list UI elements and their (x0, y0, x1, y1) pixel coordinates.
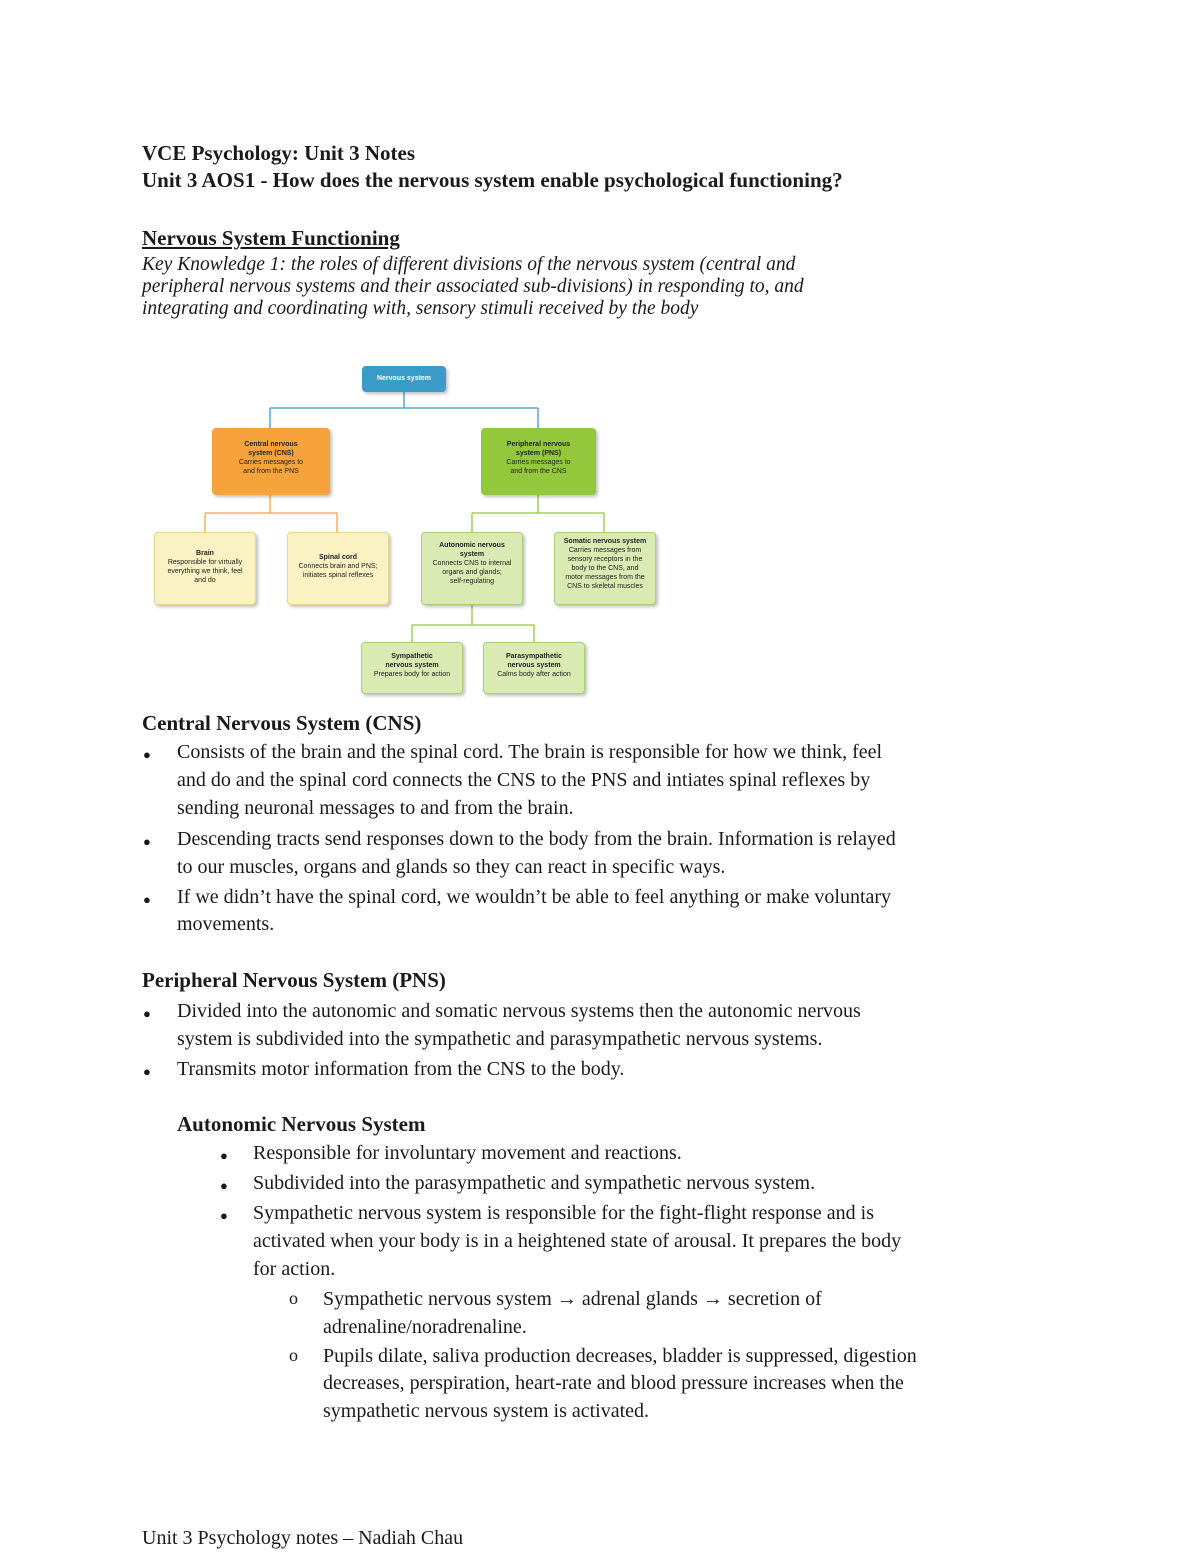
autonomic-desc: organs and glands; (442, 569, 502, 576)
pns-desc: Carries messages to (506, 459, 571, 466)
pns-bullet-line: Transmits motor information from the CNS to the body. (177, 1058, 625, 1080)
key-knowledge-line: integrating and coordinating with, sensory stimuli received by the body (142, 298, 699, 319)
ans-bullet-line: Sympathetic nervous system is responsible for the fight-flight response and is (253, 1202, 875, 1224)
nervous-system-diagram (150, 360, 665, 700)
cns-node (212, 428, 330, 495)
bullet-icon: ● (143, 834, 151, 849)
autonomic-node (421, 532, 523, 605)
bullet-icon: ● (143, 892, 151, 907)
page-footer: Unit 3 Psychology notes – Nadiah Chau (142, 1527, 464, 1549)
autonomic-desc: self-regulating (450, 578, 494, 585)
ans-sub-bullet-line: adrenaline/noradrenaline. (323, 1316, 527, 1338)
bullet-icon: ● (220, 1148, 228, 1163)
pns-desc: and from the CNS (510, 468, 567, 475)
bullet-icon: ● (143, 747, 151, 762)
doc-subtitle: Unit 3 AOS1 - How does the nervous system enable psychological functioning? (142, 168, 843, 192)
sub-bullet-icon: o (289, 1288, 298, 1308)
cns-bullet-line: If we didn’t have the spinal cord, we wouldn’t be able to feel anything or make voluntary (177, 886, 892, 908)
sub-bullet-icon: o (289, 1345, 298, 1365)
bullet-icon: ● (220, 1178, 228, 1193)
autonomic-title: Autonomic nervous system (439, 542, 505, 558)
somatic-node (554, 532, 656, 605)
pns-bullet-line: system is subdivided into the sympathetic and parasympathetic nervous systems. (177, 1028, 823, 1050)
section-heading: Nervous System Functioning (142, 226, 400, 250)
ans-sub-bullet-line: decreases, perspiration, heart-rate and blood pressure increases when the (323, 1372, 904, 1394)
cns-bullet-line: Consists of the brain and the spinal cord. The brain is responsible for how we think, feel (177, 741, 883, 763)
cns-bullet-line: Descending tracts send responses down to the body from the brain. Information is relayed (177, 828, 896, 850)
bullet-icon: ● (143, 1006, 151, 1021)
ans-bullet-line: Responsible for involuntary movement and reactions. (253, 1142, 682, 1164)
cns-bullet-line: to our muscles, organs and glands so they can react in specific ways. (177, 856, 726, 878)
cns-desc: and from the PNS (243, 468, 299, 475)
cns-heading: Central Nervous System (CNS) (142, 711, 422, 735)
brain-desc: everything we think, feel (167, 568, 243, 575)
ans-sub-bullet-line: Pupils dilate, saliva production decreases, bladder is suppressed, digestion (323, 1345, 917, 1367)
ans-heading: Autonomic Nervous System (177, 1112, 426, 1136)
spinal-title: Spinal cord (318, 554, 358, 561)
cns-desc: Carries messages to (238, 459, 304, 466)
somatic-desc: body to the CNS, and (571, 565, 639, 572)
brain-node (154, 532, 256, 605)
somatic-desc: motor messages from the (565, 574, 645, 581)
pns-heading: Peripheral Nervous System (PNS) (142, 968, 446, 992)
parasympathetic-desc: Calms body after action (497, 671, 571, 678)
root-label: Nervous system (376, 375, 432, 382)
brain-desc: Responsible for virtually (167, 559, 243, 566)
spinal-desc: initiates spinal reflexes (302, 572, 374, 579)
pns-node (481, 428, 596, 495)
somatic-title: Somatic nervous system (563, 538, 647, 545)
cns-title: Central nervous system (CNS) (244, 441, 298, 457)
sympathetic-node (361, 642, 463, 694)
key-knowledge-line: Key Knowledge 1: the roles of different divisions of the nervous system (central and (142, 254, 796, 275)
sympathetic-title: Sympathetic nervous system (385, 653, 439, 669)
doc-title: VCE Psychology: Unit 3 Notes (142, 141, 415, 165)
key-knowledge-line: peripheral nervous systems and their associated sub-divisions) in responding to, and (142, 276, 804, 297)
sympathetic-desc: Prepares body for action (373, 671, 451, 678)
parasympathetic-title: Parasympathetic nervous system (505, 653, 563, 669)
pns-title: Peripheral nervous system (PNS) (506, 441, 571, 457)
ans-bullet-line: Subdivided into the parasympathetic and sympathetic nervous system. (253, 1172, 816, 1194)
bullet-icon: ● (220, 1208, 228, 1223)
autonomic-desc: Connects CNS to internal (432, 560, 512, 567)
cns-bullet-line: and do and the spinal cord connects the CNS to the PNS and intiates spinal reflexes by (177, 769, 871, 791)
ans-sub-bullet-line: sympathetic nervous system is activated. (323, 1400, 650, 1422)
ans-sub-bullet-line: Sympathetic nervous system → adrenal glands → secretion of (323, 1288, 822, 1310)
ans-bullet-line: for action. (253, 1258, 336, 1280)
somatic-desc: Carries messages from (568, 547, 642, 554)
brain-desc: and do (194, 577, 216, 584)
cns-bullet-line: movements. (177, 913, 275, 935)
cns-bullet-line: sending neuronal messages to and from the brain. (177, 797, 574, 819)
somatic-desc: sensory receptors in the (567, 556, 643, 563)
spinal-desc: Connects brain and PNS; (298, 563, 378, 570)
ans-bullet-line: activated when your body is in a heightened state of arousal. It prepares the body (253, 1230, 902, 1252)
brain-title: Brain (196, 550, 214, 557)
pns-bullet-line: Divided into the autonomic and somatic nervous systems then the autonomic nervous (177, 1000, 861, 1022)
root-node (362, 366, 446, 392)
somatic-desc: CNS to skeletal muscles (567, 583, 643, 590)
bullet-icon: ● (143, 1064, 151, 1079)
spinal-cord-node (287, 532, 389, 605)
parasympathetic-node (483, 642, 585, 694)
